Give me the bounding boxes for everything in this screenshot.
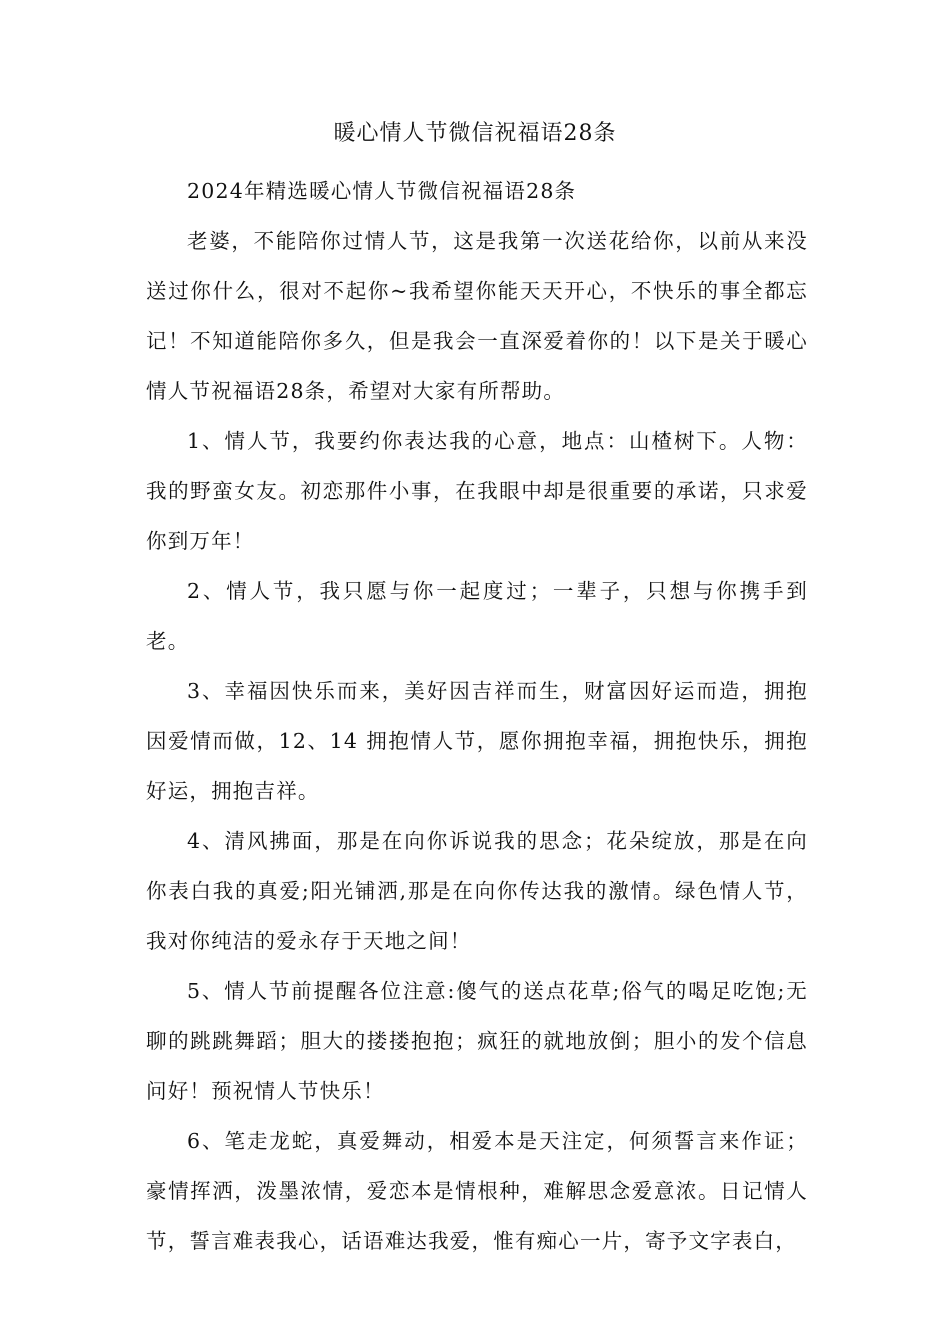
document-subtitle: 2024年精选暖心情人节微信祝福语28条 bbox=[187, 179, 577, 203]
document-body bbox=[146, 166, 808, 1266]
paragraph-item-5: 5、情人节前提醒各位注意:傻气的送点花草;俗气的喝足吃饱;无聊的跳跳舞蹈；胆大的搂搂抱抱；疯狂的就地放倒；胆小的发个信息问好！预祝情人节快乐！ bbox=[146, 979, 808, 1103]
paragraph-item-6: 6、笔走龙蛇，真爱舞动，相爱本是天注定，何须誓言来作证；豪情挥洒，泼墨浓情，爱恋本是情根种，难解思念爱意浓。日记情人节，誓言难表我心，话语难达我爱，惟有痴心一片，寄予文字表白， bbox=[146, 1129, 808, 1253]
paragraph-intro: 老婆，不能陪你过情人节，这是我第一次送花给你，以前从来没送过你什么，很对不起你~我希望你能天天开心，不快乐的事全都忘记！不知道能陪你多久，但是我会一直深爱着你的！以下是关于暖心情人节祝福语28条，希望对大家有所帮助。 bbox=[146, 229, 808, 403]
paragraph-item-3: 3、幸福因快乐而来，美好因吉祥而生，财富因好运而造，拥抱因爱情而做，12、14 拥抱情人节，愿你拥抱幸福，拥抱快乐，拥抱好运，拥抱吉祥。 bbox=[146, 679, 808, 803]
paragraph-item-2: 2、情人节，我只愿与你一起度过；一辈子，只想与你携手到老。 bbox=[146, 579, 808, 653]
paragraph-item-1: 1、情人节，我要约你表达我的心意，地点：山楂树下。人物：我的野蛮女友。初恋那件小事，在我眼中却是很重要的承诺，只求爱你到万年！ bbox=[146, 429, 808, 553]
paragraph-item-4: 4、清风拂面，那是在向你诉说我的思念；花朵绽放，那是在向你表白我的真爱;阳光铺洒,那是在向你传达我的激情。绿色情人节，我对你纯洁的爱永存于天地之间！ bbox=[146, 829, 808, 953]
document-title: 暖心情人节微信祝福语28条 bbox=[333, 121, 617, 146]
